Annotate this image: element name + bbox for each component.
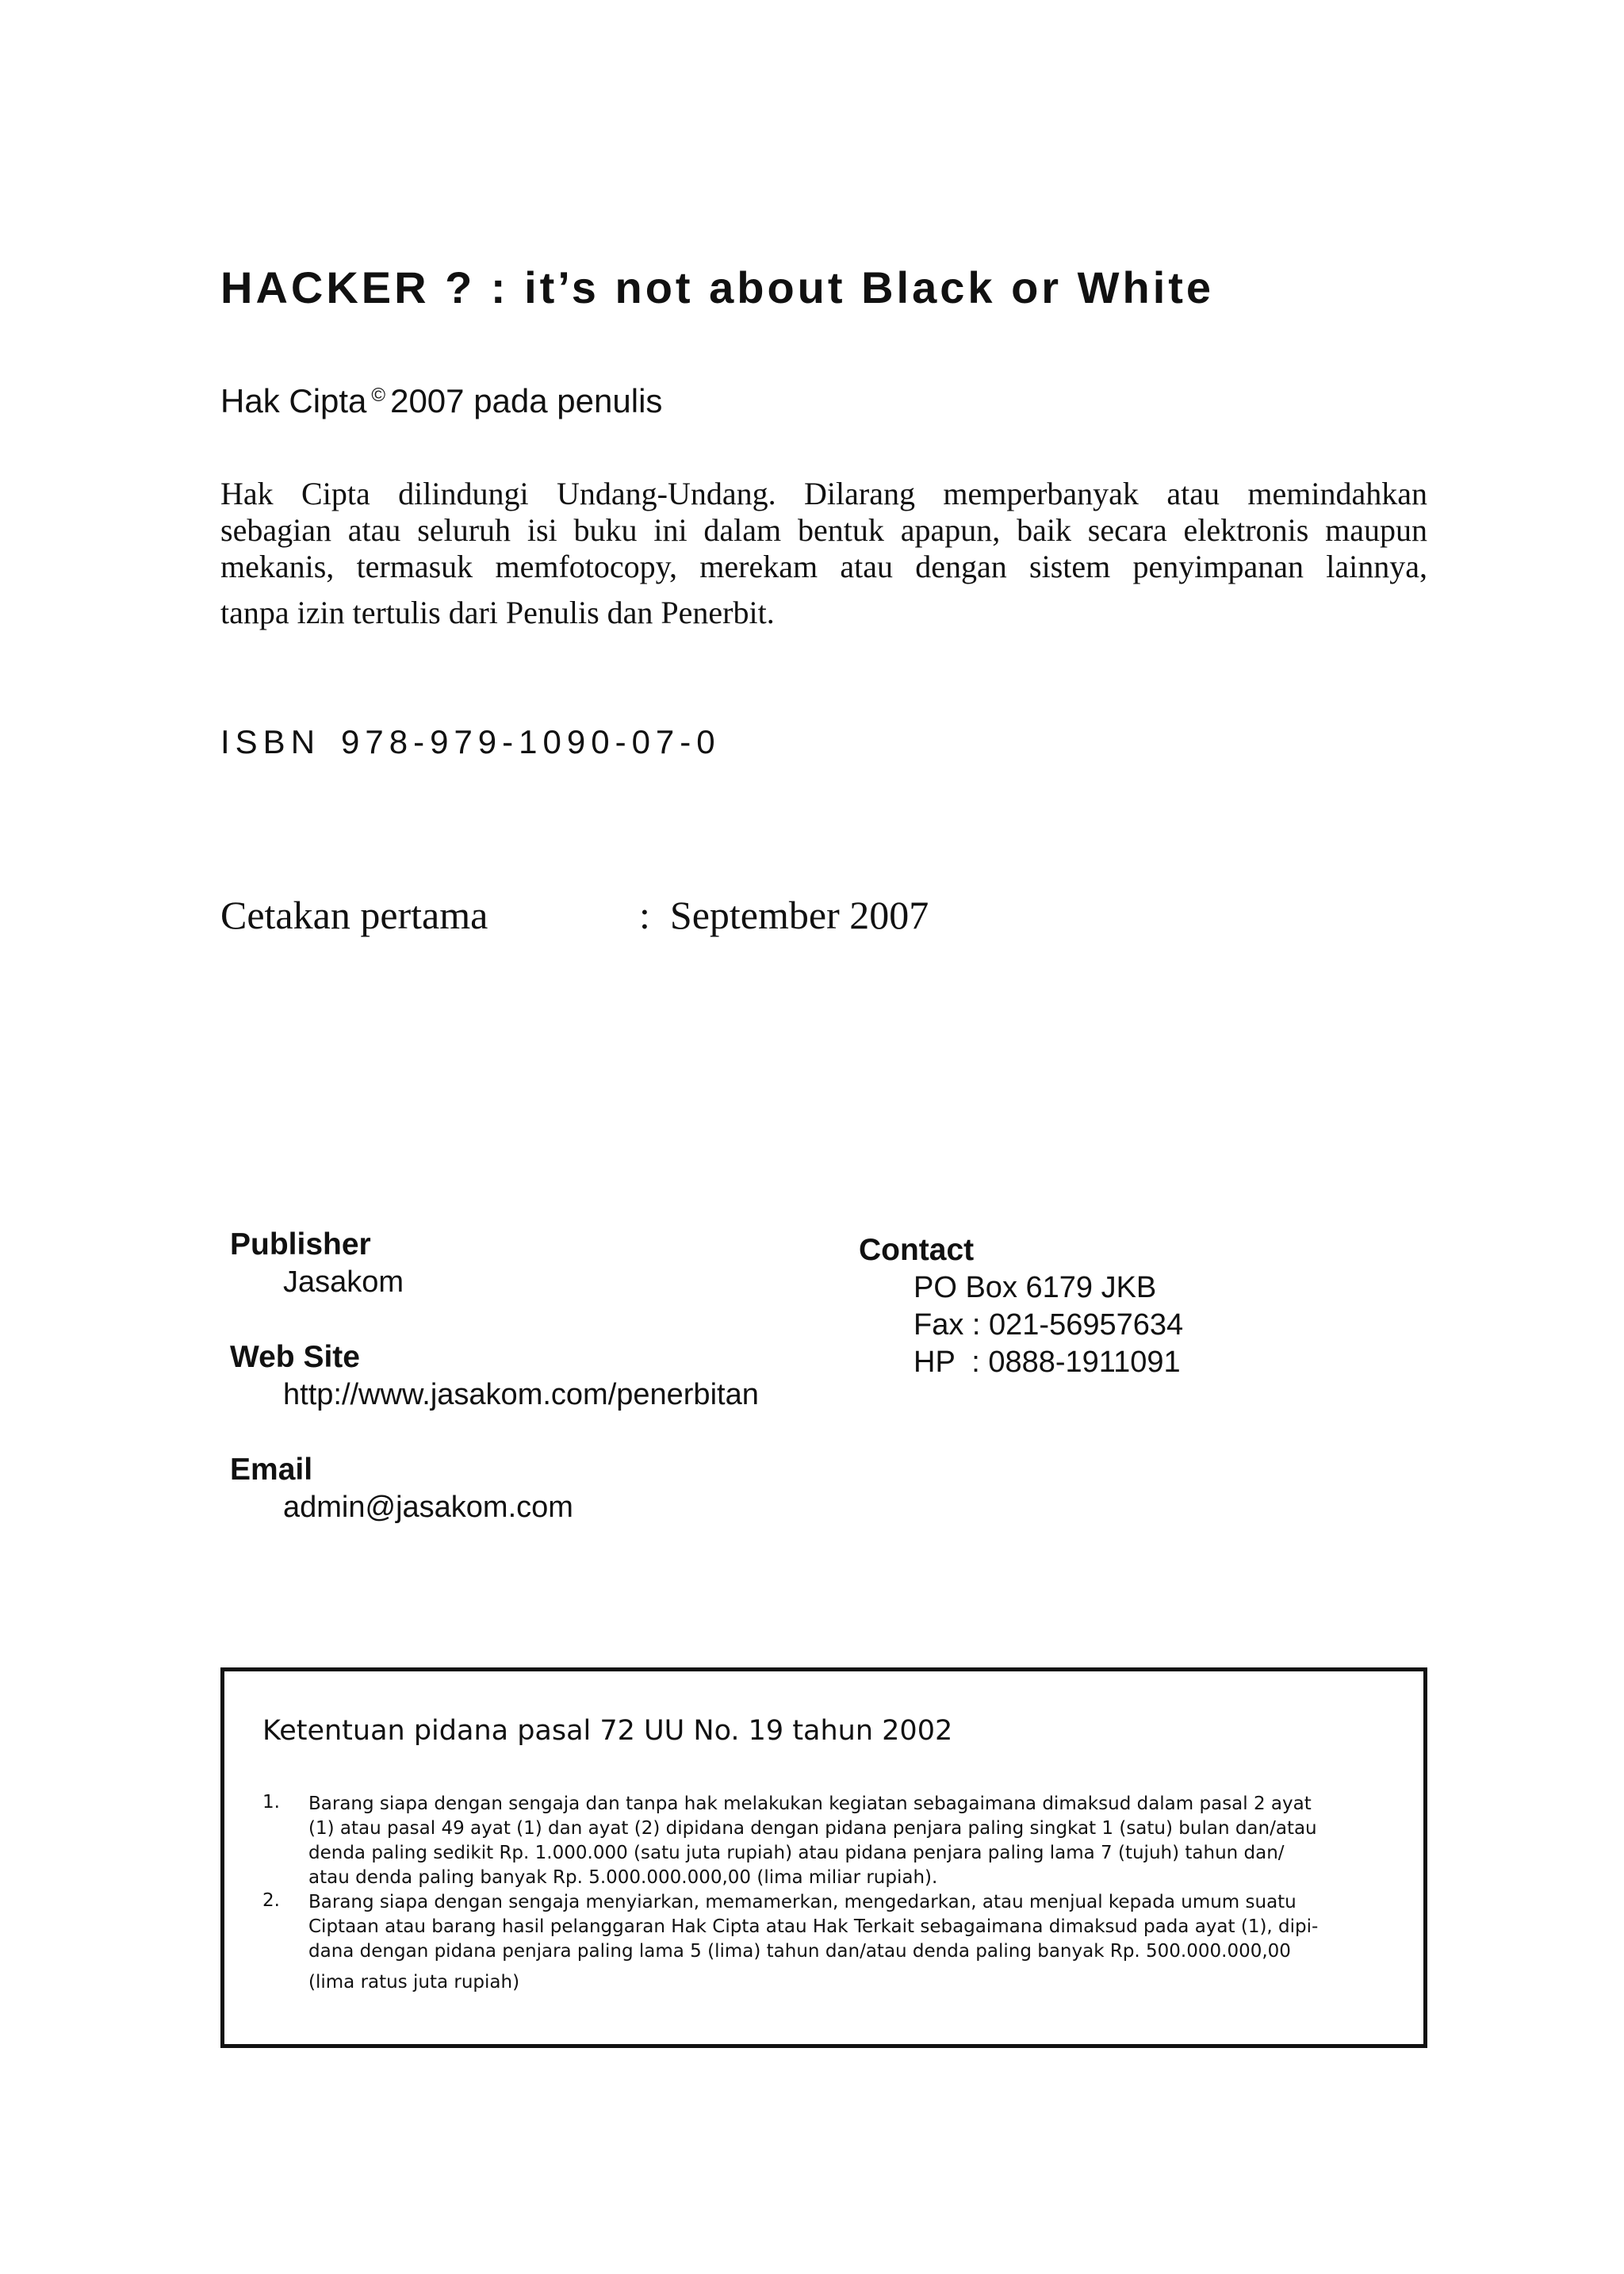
email-label: Email (230, 1453, 313, 1487)
provision-line: Barang siapa dengan sengaja menyiarkan, memamerkan, mengedarkan, atau menjual kepada umum suatu (308, 1892, 1297, 1912)
legal-provisions-title: Ketentuan pidana pasal 72 UU No. 19 tahun 2002 (262, 1715, 953, 1747)
provision-line: (lima ratus juta rupiah) (308, 1972, 520, 1993)
provision-line: dana dengan pidana penjara paling lama 5 (lima) tahun dan/atau denda paling banyak Rp. 500.000.000,00 (308, 1941, 1291, 1962)
publisher-value: Jasakom (283, 1265, 404, 1299)
isbn-line (220, 723, 721, 761)
contact-fax: Fax : 021-56957634 (914, 1308, 1184, 1342)
provision-line: (1) atau pasal 49 ayat (1) dan ayat (2) dipidana dengan pidana penjara paling singkat 1 (satu) bulan dan/atau (308, 1818, 1317, 1839)
edition-label: Cetakan pertama (220, 893, 488, 937)
contact-label: Contact (859, 1233, 975, 1267)
edition-line (220, 892, 929, 938)
rights-line: sebagian atau seluruh isi buku ini dalam bentuk apapun, baik secara elektronis maupun (220, 512, 1427, 548)
provision-line: Barang siapa dengan sengaja dan tanpa hak melakukan kegiatan sebagaimana dimaksud dalam pasal 2 ayat (308, 1794, 1312, 1814)
contact-hp: HP : 0888-1911091 (914, 1346, 1181, 1379)
contact-po-box: PO Box 6179 JKB (914, 1271, 1157, 1304)
rights-line: mekanis, termasuk memfotocopy, merekam atau dengan sistem penyimpanan lainnya, (220, 549, 1427, 584)
provision-number: 2. (262, 1890, 280, 1911)
legal-provisions-box (220, 1667, 1427, 2048)
copyright-prefix: Hak Cipta (220, 382, 367, 419)
isbn-label: ISBN (220, 723, 321, 760)
provision-text (308, 1890, 1373, 1995)
rights-line: Hak Cipta dilindungi Undang-Undang. Dilarang memperbanyak atau memindahkan (220, 476, 1427, 511)
book-title: HACKER ? : it’s not about Black or White (220, 262, 1215, 312)
copyright-symbol: © (371, 385, 386, 406)
edition-value-group (639, 892, 929, 938)
website-label: Web Site (230, 1340, 360, 1374)
copyright-suffix: 2007 pada penulis (390, 382, 663, 419)
provision-line: denda paling sedikit Rp. 1.000.000 (satu juta rupiah) atau pidana penjara paling lama 7 (tujuh) tahun dan/ (308, 1843, 1285, 1863)
copyright-line (220, 382, 662, 420)
provision-line: Ciptaan atau barang hasil pelanggaran Hak Cipta atau Hak Terkait sebagaimana dimaksud pada ayat (1), dipi- (308, 1916, 1319, 1937)
rights-notice (220, 476, 1427, 631)
publisher-label: Publisher (230, 1227, 371, 1261)
isbn-number: 978-979-1090-07-0 (341, 723, 721, 760)
provision-line: atau denda paling banyak Rp. 5.000.000.000,00 (lima miliar rupiah). (308, 1867, 938, 1888)
edition-value: September 2007 (669, 893, 929, 937)
edition-separator: : (639, 893, 650, 937)
provision-text (308, 1792, 1373, 1890)
rights-line: tanpa izin tertulis dari Penulis dan Penerbit. (220, 595, 775, 630)
website-link[interactable]: http://www.jasakom.com/penerbitan (283, 1378, 759, 1411)
provision-number: 1. (262, 1792, 280, 1813)
email-link[interactable]: admin@jasakom.com (283, 1491, 573, 1524)
